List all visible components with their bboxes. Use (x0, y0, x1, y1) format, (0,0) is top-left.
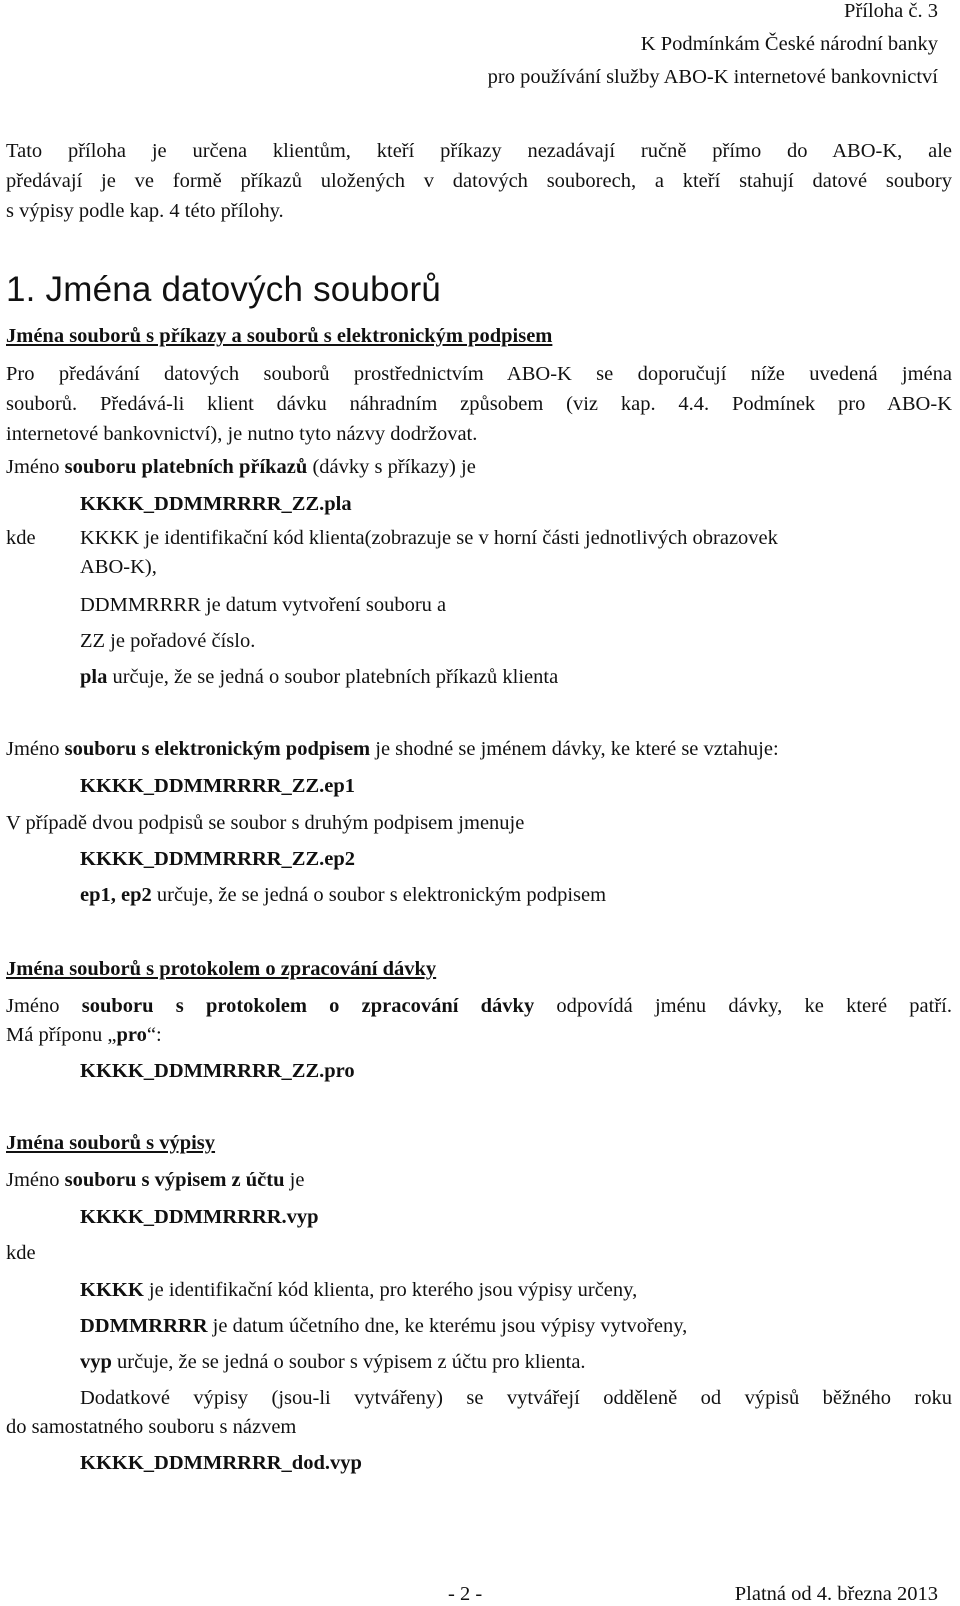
date-definition: DDMMRRRR je datum vytvoření souboru a (80, 594, 447, 616)
supplementary-statements-line-2: do samostatného souboru s názvem (6, 1416, 297, 1438)
pla-definition: pla určuje, že se jedná o soubor platebních příkazů klienta (80, 666, 559, 688)
page-number: - 2 - (448, 1583, 483, 1605)
statements-subtitle: Jména souborů s výpisy (6, 1132, 216, 1154)
section-1-title: 1. Jména datových souborů (6, 270, 441, 309)
validity-date: Platná od 4. března 2013 (734, 1583, 938, 1605)
ep-definition: ep1, ep2 určuje, že se jedná o soubor s elektronickým podpisem (80, 884, 607, 906)
protocol-line-2: Má příponu „pro“: (6, 1024, 162, 1046)
statements-line-1: Jméno souboru s výpisem z účtu je (6, 1169, 305, 1191)
statements-where-label: kde (6, 1242, 36, 1264)
statement-date-definition: DDMMRRRR je datum účetního dne, ke kterému jsou výpisy vytvořeny, (80, 1315, 688, 1337)
protocol-subtitle: Jména souborů s protokolem o zpracování dávky (6, 958, 437, 980)
section-1-para-line-1: Pro předávání datových souborů prostřednictvím ABO-K se doporučují níže uvedená jména (6, 363, 952, 385)
zz-definition: ZZ je pořadové číslo. (80, 630, 256, 652)
annex-number: Příloha č. 3 (844, 0, 938, 22)
signature-file-sentence: Jméno souboru s elektronickým podpisem je shodné se jménem dávky, ke které se vztahuje: (6, 738, 779, 760)
intro-line-3: s výpisy podle kap. 4 této přílohy. (6, 200, 284, 222)
two-signatures-sentence: V případě dvou podpisů se soubor s druhým podpisem jmenuje (6, 812, 525, 834)
payment-file-pattern: KKKK_DDMMRRRR_ZZ.pla (80, 493, 352, 515)
ep1-file-pattern: KKKK_DDMMRRRR_ZZ.ep1 (80, 775, 356, 797)
ep2-file-pattern: KKKK_DDMMRRRR_ZZ.ep2 (80, 848, 356, 870)
supplementary-statements-line-1: Dodatkové výpisy (jsou-li vytvářeny) se vytvářejí odděleně od výpisů běžného roku (80, 1387, 952, 1409)
protocol-line-1: Jméno souboru s protokolem o zpracování dávky odpovídá jménu dávky, ke které patří. (6, 995, 952, 1017)
kkkk-definition-line-2: ABO-K), (80, 556, 157, 578)
statement-vyp-definition: vyp určuje, že se jedná o soubor s výpisem z účtu pro klienta. (80, 1351, 586, 1373)
kkkk-definition-line-1: KKKK je identifikační kód klienta(zobrazuje se v horní části jednotlivých obrazovek (80, 527, 778, 549)
payment-file-name-sentence: Jméno souboru platebních příkazů (dávky s příkazy) je (6, 456, 476, 478)
section-1-subtitle: Jména souborů s příkazy a souborů s elektronickým podpisem (6, 325, 553, 347)
supplementary-file-pattern: KKKK_DDMMRRRR_dod.vyp (80, 1452, 362, 1474)
protocol-file-pattern: KKKK_DDMMRRRR_ZZ.pro (80, 1060, 355, 1082)
statement-file-pattern: KKKK_DDMMRRRR.vyp (80, 1206, 319, 1228)
intro-line-1: Tato příloha je určena klientům, kteří příkazy nezadávají ručně přímo do ABO-K, ale (6, 140, 952, 162)
header-line-1: K Podmínkám České národní banky (640, 33, 938, 55)
header-line-2: pro používání služby ABO-K internetové bankovnictví (487, 66, 938, 88)
section-1-para-line-2: souborů. Předává-li klient dávku náhradním způsobem (viz kap. 4.4. Podmínek pro ABO-K (6, 393, 952, 415)
statement-kkkk-definition: KKKK je identifikační kód klienta, pro kterého jsou výpisy určeny, (80, 1279, 638, 1301)
intro-line-2: předávají je ve formě příkazů uložených v datových souborech, a kteří stahují datové soubory (6, 170, 952, 192)
section-1-para-line-3: internetové bankovnictví), je nutno tyto názvy dodržovat. (6, 423, 478, 445)
where-label: kde (6, 527, 36, 549)
